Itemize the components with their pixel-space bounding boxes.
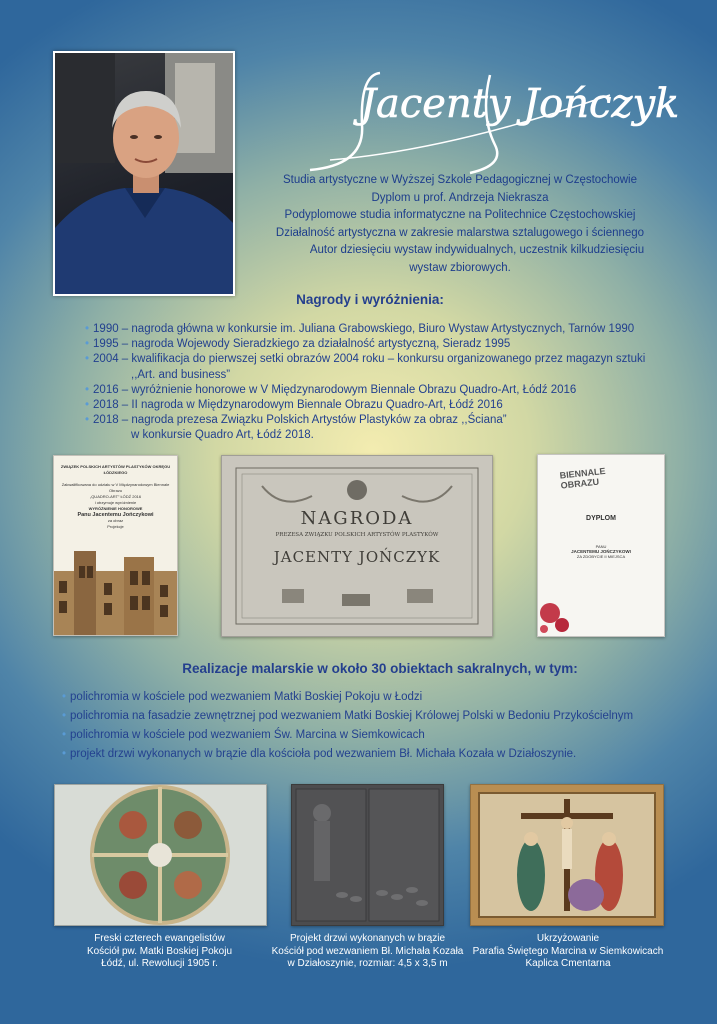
certificate-left bbox=[53, 455, 178, 636]
caption-crucifixion bbox=[468, 933, 668, 971]
certificate-line: „QUADRO-ART” ŁÓDŹ 2016 bbox=[89, 494, 142, 499]
list-item-continuation: w konkursie Quadro Art, Łódź 2018. bbox=[131, 429, 314, 442]
caption-line: Kaplica Cmentarna bbox=[525, 958, 611, 969]
portrait-photo bbox=[53, 51, 235, 296]
certificate-line: za obraz bbox=[107, 518, 124, 523]
caption-line: w Działoszynie, rozmiar: 4,5 x 3,5 m bbox=[287, 958, 448, 969]
caption-fresco bbox=[54, 933, 265, 971]
certificate-line: JACENTEMU JOŃCZYKOWI bbox=[571, 549, 631, 554]
list-item: • 1995 – nagroda Wojewody Sieradzkiego za działalność artystyczną, Sieradz 1995 bbox=[85, 338, 511, 351]
signature-text: Jacenty Jończyk bbox=[360, 81, 680, 127]
certificate-heading: BIENNALE OBRAZU bbox=[559, 465, 606, 491]
certificate-line: Projekcje bbox=[107, 524, 124, 529]
list-item: • 1990 – nagroda główna w konkursie im. Juliana Grabowskiego, Biuro Wystaw Artystycznych, Tarnów 1990 bbox=[85, 323, 635, 335]
certificate-line: i otrzymuje wyróżnienie bbox=[94, 500, 137, 505]
certificate-name: JACENTY JOŃCZYK bbox=[273, 548, 441, 566]
caption-door bbox=[270, 933, 465, 971]
bio-line: Studia artystyczne w Wyższej Szkole Pedagogicznej w Częstochowie bbox=[283, 174, 637, 186]
list-item: • projekt drzwi wykonanych w brązie dla kościoła pod wezwaniem Bł. Michała Kozała w Działoszynie. bbox=[62, 748, 577, 760]
list-item: • 2016 – wyróżnienie honorowe w V Międzynarodowym Biennale Obrazu Quadro-Art, Łódź 2016 bbox=[85, 383, 577, 396]
works-list bbox=[62, 688, 702, 764]
certificate-subtitle: PREZESA ZWIĄZKU POLSKICH ARTYSTÓW PLASTYKÓW bbox=[275, 532, 439, 538]
list-item: • polichromia w kościele pod wezwaniem Matki Boskiej Pokoju w Łodzi bbox=[62, 691, 423, 703]
awards-list bbox=[85, 322, 685, 444]
caption-line: Kościół pw. Matki Boskiej Pokoju bbox=[86, 945, 233, 957]
list-item: • 2004 – kwalifikacja do pierwszej setki obrazów 2004 roku – konkursu organizowanego przez magazyn sztuki bbox=[85, 353, 646, 366]
certificate-right bbox=[537, 454, 665, 637]
bio-line: Autor dziesięciu wystaw indywidualnych, uczestnik kilkudziesięciu bbox=[309, 244, 645, 256]
list-item: • 2018 – II nagroda w Międzynarodowym Biennale Obrazu Quadro-Art, Łódź 2016 bbox=[85, 399, 503, 412]
caption-line: Ukrzyżowanie bbox=[536, 933, 600, 944]
caption-line: Kościół pod wezwaniem Bł. Michała Kozała bbox=[271, 945, 464, 957]
certificate-center bbox=[221, 455, 493, 637]
certificate-line: WYRÓŻNIENIE HONOROWE bbox=[88, 506, 143, 511]
list-item: • polichromia w kościele pod wezwaniem Św. Marcina w Siemkowicach bbox=[62, 729, 425, 741]
bronze-door-image bbox=[291, 784, 444, 926]
certificate-line: ZA ZDOBYCIE II MIEJSCA bbox=[576, 554, 626, 559]
bio-line: Działalność artystyczna w zakresie malarstwa sztalugowego i ściennego bbox=[275, 226, 645, 239]
building-image bbox=[54, 551, 177, 635]
certificate-title: DYPLOM bbox=[586, 515, 616, 522]
paint-splash bbox=[538, 585, 664, 636]
list-item: • 2018 – nagroda prezesa Związku Polskich Artystów Plastyków za obraz ,,Ściana” bbox=[85, 414, 507, 427]
certificate-line: PANU bbox=[595, 544, 607, 549]
caption-line: Freski czterech ewangelistów bbox=[94, 933, 225, 944]
bio-line: wystaw zbiorowych. bbox=[409, 261, 511, 274]
caption-line: Projekt drzwi wykonanych w brązie bbox=[289, 933, 446, 944]
list-item: • polichromia na fasadzie zewnętrznej pod wezwaniem Matki Boskiej Królowej Polski w Bedoniu Przykościelnym bbox=[62, 710, 634, 722]
list-item-continuation: ,,Art. and business” bbox=[131, 368, 231, 381]
awards-title: Nagrody i wyróżnienia: bbox=[296, 292, 444, 307]
bio-line: Dyplom u prof. Andrzeja Niekrasza bbox=[371, 191, 549, 204]
certificate-line: Zakwalifikowana do udziału w V Międzynarodowym Biennale Obrazu bbox=[61, 482, 170, 493]
bio-line: Podyplomowe studia informatyczne na Politechnice Częstochowskiej bbox=[284, 209, 636, 221]
works-title: Realizacje malarskie w około 30 obiektach sakralnych, w tym: bbox=[182, 661, 578, 676]
bio-text bbox=[250, 172, 670, 277]
caption-line: Łódź, ul. Rewolucji 1905 r. bbox=[101, 958, 218, 969]
fresco-dome-image bbox=[54, 784, 267, 926]
certificate-header: ZWIĄZEK POLSKICH ARTYSTÓW PLASTYKÓW OKRĘGU ŁÓDZKIEGO bbox=[60, 464, 171, 475]
certificate-line: Panu Jacentemu Jończykowi bbox=[77, 512, 154, 518]
crucifixion-image bbox=[470, 784, 664, 926]
signature bbox=[290, 55, 680, 185]
certificate-title: NAGRODA bbox=[300, 508, 414, 529]
caption-line: Parafia Świętego Marcina w Siemkowicach bbox=[472, 945, 664, 957]
